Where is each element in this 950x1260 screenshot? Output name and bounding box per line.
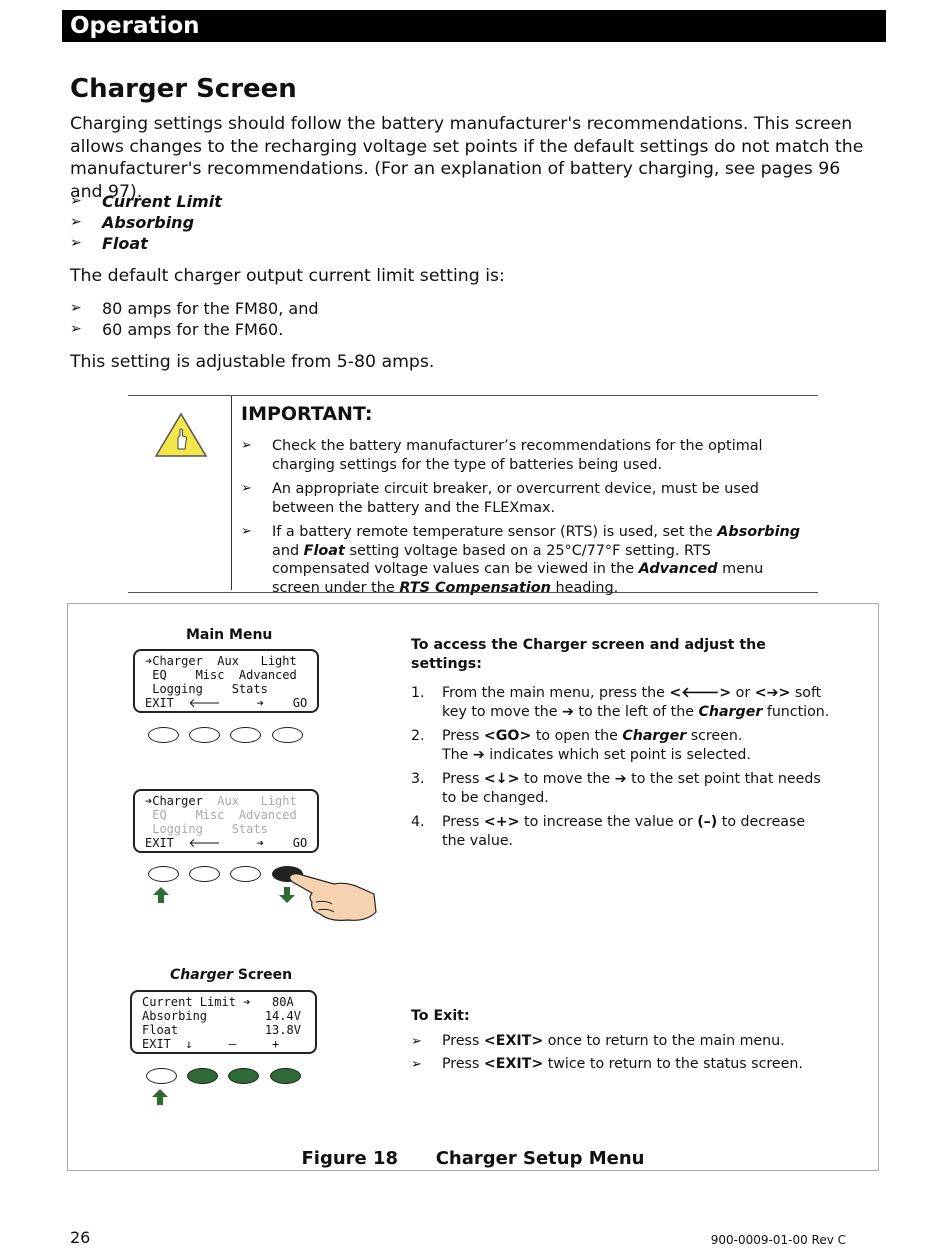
exit-list xyxy=(411,1032,831,1074)
step-item: 4. Press <+> to increase the value or (–) to decrease the value. xyxy=(411,814,806,849)
lcd-row: Logging Stats xyxy=(145,822,268,836)
list-item: ➢ Press <EXIT> once to return to the main menu. xyxy=(411,1032,831,1051)
soft-key-1[interactable] xyxy=(148,866,179,882)
lcd-row: EQ Misc Advanced xyxy=(145,808,297,822)
page-number: 26 xyxy=(70,1228,91,1247)
soft-key-2[interactable] xyxy=(189,866,220,882)
exit-instructions xyxy=(411,1007,831,1078)
soft-key-4[interactable] xyxy=(272,727,303,743)
document-id: 900-0009-01-00 Rev C xyxy=(710,1233,846,1247)
lcd-row: Current Limit ➔ 80A xyxy=(142,995,294,1009)
soft-key-2[interactable] xyxy=(189,727,220,743)
soft-key-2[interactable] xyxy=(187,1068,218,1084)
step-item: 1. From the main menu, press the <🡐> or <➔> soft key to move the ➔ to the left of the Charger function. xyxy=(411,685,830,720)
set-point-list xyxy=(70,191,222,254)
lcd-row: Float 13.8V xyxy=(142,1023,301,1037)
access-instructions xyxy=(411,636,831,856)
lcd-row: EXIT ↓ – + xyxy=(142,1037,280,1051)
exit-title: To Exit: xyxy=(411,1008,470,1024)
access-title: To access the Charger screen and adjust the settings: xyxy=(411,637,766,672)
pointing-hand-icon xyxy=(286,866,382,926)
warning-hand-icon xyxy=(153,411,209,459)
list-item: ➢ 60 amps for the FM60. xyxy=(70,319,318,340)
adjustable-text: This setting is adjustable from 5-80 amps. xyxy=(70,352,435,372)
default-text: The default charger output current limit setting is: xyxy=(70,266,505,286)
lcd-main-menu xyxy=(133,649,319,713)
list-item: ➢ Check the battery manufacturer’s recommendations for the optimal charging settings for the type of batteries being used. xyxy=(241,437,811,474)
charger-screen-label: Charger Screen xyxy=(170,967,293,983)
lcd-row: EQ Misc Advanced xyxy=(145,668,297,682)
list-item: ➢ Press <EXIT> twice to return to the status screen. xyxy=(411,1055,831,1074)
lcd-charger-screen xyxy=(130,990,317,1054)
up-arrow-icon xyxy=(152,886,170,904)
list-item: ➢ Current Limit xyxy=(70,191,222,212)
step-item: 3. Press <↓> to move the ➔ to the set point that needs to be changed. xyxy=(411,771,821,806)
list-item: ➢ Absorbing xyxy=(70,212,222,233)
lcd-row: EXIT 🡐 ➔ GO xyxy=(145,696,308,710)
section-header: Operation xyxy=(62,10,886,42)
lcd-row: ➔Charger Aux Light xyxy=(145,794,297,808)
important-divider xyxy=(231,396,232,590)
list-item: ➢ An appropriate circuit breaker, or overcurrent device, must be used between the battery and the FLEXmax. xyxy=(241,480,811,517)
soft-key-4[interactable] xyxy=(270,1068,301,1084)
important-list xyxy=(241,437,811,603)
soft-key-3[interactable] xyxy=(228,1068,259,1084)
soft-key-3[interactable] xyxy=(230,727,261,743)
default-list xyxy=(70,298,318,340)
soft-key-1[interactable] xyxy=(148,727,179,743)
list-item: ➢ 80 amps for the FM80, and xyxy=(70,298,318,319)
lcd-row: Logging Stats xyxy=(145,682,268,696)
page-title: Charger Screen xyxy=(70,74,297,104)
soft-key-1[interactable] xyxy=(146,1068,177,1084)
step-item: 2. Press <GO> to open the Charger screen. The ➔ indicates which set point is selected. xyxy=(411,728,751,763)
lcd-row: ➔Charger Aux Light xyxy=(145,654,297,668)
up-arrow-icon xyxy=(151,1088,169,1106)
intro-paragraph: Charging settings should follow the battery manufacturer's recommendations. This screen allows changes to the recharging voltage set points if the default settings do not match the manufacturer's recommendations. (For an explanation of battery charging, see pages 96 and 97). xyxy=(70,114,864,202)
soft-key-3[interactable] xyxy=(230,866,261,882)
important-title: IMPORTANT: xyxy=(241,403,373,425)
lcd-main-menu-go xyxy=(133,789,319,853)
main-menu-label: Main Menu xyxy=(186,627,273,643)
list-item: ➢ If a battery remote temperature sensor (RTS) is used, set the Absorbing and Float setting voltage based on a 25°C/77°F setting. RTS compensated voltage values can be viewed in the Advanced menu screen under the RTS Compensation heading. xyxy=(241,523,811,597)
lcd-row: EXIT 🡐 ➔ GO xyxy=(145,836,308,850)
steps-list xyxy=(411,684,831,851)
list-item: ➢ Float xyxy=(70,233,222,254)
figure-caption: Figure 18 Charger Setup Menu xyxy=(301,1148,645,1169)
lcd-row: Absorbing 14.4V xyxy=(142,1009,301,1023)
